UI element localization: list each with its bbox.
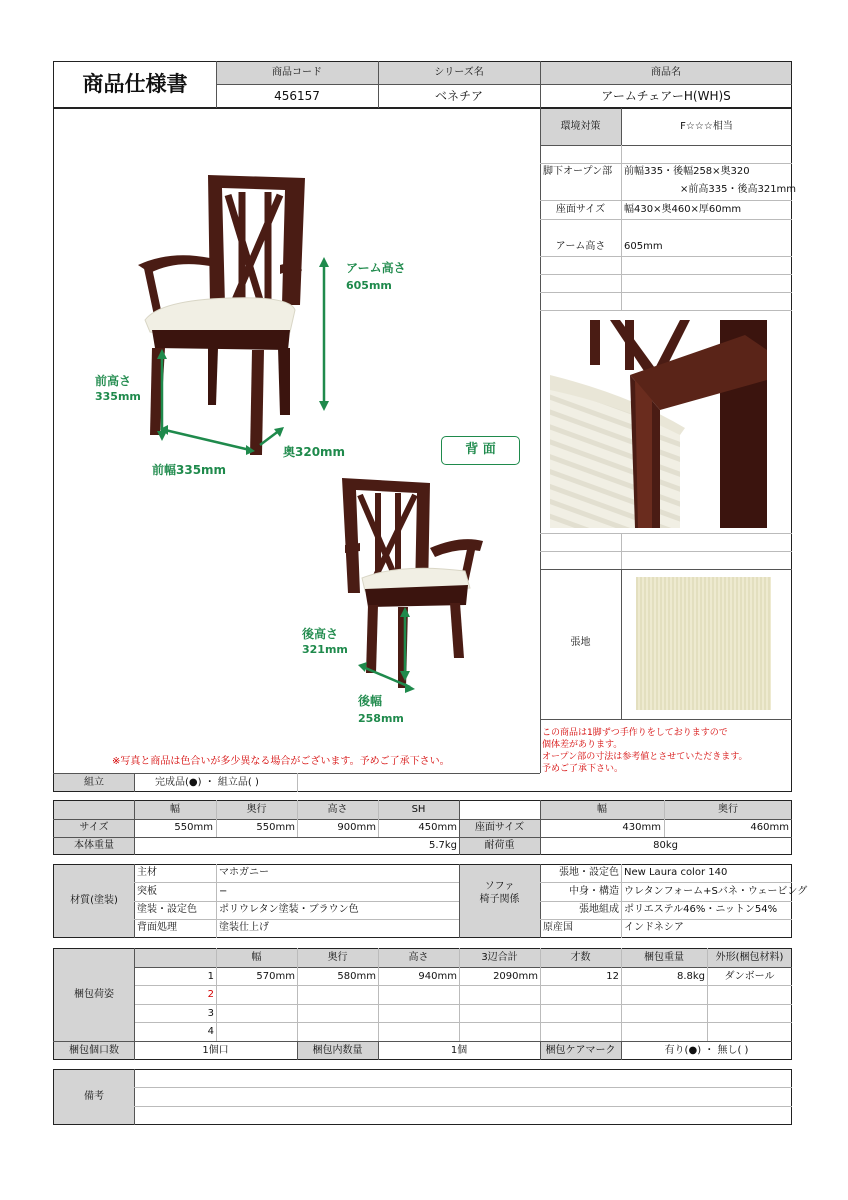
assembly-label: 組立 bbox=[84, 777, 104, 788]
back-height-dim-value: 321mm bbox=[302, 643, 348, 656]
sofa-label-1: ソファ bbox=[484, 881, 515, 892]
sofa-key-3: 張地組成 bbox=[579, 904, 619, 915]
arm-height-dim-value: 605mm bbox=[346, 279, 392, 292]
sofa-key-2: 中身・構造 bbox=[569, 886, 619, 897]
weight-value: 5.7kg bbox=[428, 840, 457, 851]
seat-size-value: 幅430×奥460×厚60mm bbox=[624, 204, 742, 215]
note-line-1: この商品は1脚ずつ手作りをしておりますので bbox=[542, 728, 728, 738]
leg-open-value-1: 前幅335・後幅258×奥320 bbox=[624, 166, 750, 177]
sofa-val-2: ウレタンフォーム+Sバネ・ウェービング bbox=[624, 886, 808, 897]
packing-row-1-sai: 12 bbox=[606, 971, 619, 982]
seat-header-width: 幅 bbox=[597, 804, 607, 815]
fabric-label: 張地 bbox=[570, 637, 591, 648]
back-height-dim-label: 後高さ bbox=[302, 627, 339, 641]
seat-header-depth: 奥行 bbox=[718, 804, 738, 815]
dimension-arrows-front bbox=[150, 255, 340, 465]
size-width: 550mm bbox=[174, 822, 213, 833]
packing-header-weight: 梱包重量 bbox=[644, 952, 684, 963]
product-name-label: 商品名 bbox=[651, 67, 681, 78]
material-key-2: 突板 bbox=[137, 886, 157, 897]
fabric-swatch bbox=[636, 577, 771, 710]
product-code: 456157 bbox=[274, 89, 320, 103]
front-height-dim-label: 前高さ bbox=[95, 374, 132, 388]
packing-header-material: 外形(梱包材料) bbox=[715, 952, 784, 963]
arm-height-value: 605mm bbox=[624, 241, 663, 252]
packing-row-1-no: 1 bbox=[207, 971, 214, 982]
back-view-badge-text: 背 面 bbox=[465, 442, 496, 457]
packing-label: 梱包荷姿 bbox=[74, 989, 114, 1000]
packing-row-2-no: 2 bbox=[207, 989, 214, 1000]
material-val-3: ポリウレタン塗装・ブラウン色 bbox=[219, 904, 359, 915]
material-key-1: 主材 bbox=[137, 867, 157, 878]
size-height: 900mm bbox=[337, 822, 376, 833]
sofa-label-2: 椅子関係 bbox=[479, 894, 520, 905]
size-header-height: 高さ bbox=[327, 804, 348, 815]
sofa-key-1: 張地・設定色 bbox=[559, 867, 619, 878]
assembly-value: 完成品(●) ・ 組立品( ) bbox=[155, 777, 259, 788]
sofa-key-4: 原産国 bbox=[543, 922, 573, 933]
size-header-sh: SH bbox=[411, 804, 426, 815]
remarks-label: 備考 bbox=[84, 1091, 104, 1102]
packing-header-sum: 3辺合計 bbox=[481, 952, 518, 963]
front-width-dim-label: 前幅335mm bbox=[152, 463, 227, 477]
packing-header-height: 高さ bbox=[408, 952, 429, 963]
size-sh: 450mm bbox=[418, 822, 457, 833]
env-value: F☆☆☆相当 bbox=[680, 121, 733, 132]
load-label: 耐荷重 bbox=[484, 840, 515, 851]
leg-open-value-2: ×前高335・後高321mm bbox=[680, 184, 797, 195]
weight-label: 本体重量 bbox=[74, 840, 114, 851]
back-width-dim-label: 後幅 bbox=[358, 694, 383, 708]
packing-row-4-no: 4 bbox=[207, 1026, 214, 1037]
sofa-val-1: New Laura color 140 bbox=[624, 867, 728, 878]
series-label: シリーズ名 bbox=[434, 67, 484, 78]
packing-count-label: 梱包個口数 bbox=[69, 1045, 119, 1056]
product-code-label: 商品コード bbox=[272, 67, 322, 78]
back-width-dim-value: 258mm bbox=[358, 712, 404, 725]
packing-row-1-sum: 2090mm bbox=[493, 971, 538, 982]
packing-row-1-material: ダンボール bbox=[724, 971, 775, 982]
arm-height-label: アーム高さ bbox=[555, 241, 606, 252]
depth-dim-label: 奥320mm bbox=[283, 445, 346, 459]
packing-care-value: 有り(●) ・ 無し( ) bbox=[664, 1045, 749, 1056]
packing-row-3-no: 3 bbox=[207, 1008, 214, 1019]
remarks-table bbox=[53, 1069, 792, 1125]
packing-header-depth: 奥行 bbox=[327, 952, 348, 963]
env-label: 環境対策 bbox=[560, 121, 601, 132]
packing-row-1-height: 940mm bbox=[418, 971, 457, 982]
note-line-4: 予めご了承下さい。 bbox=[542, 764, 624, 774]
packing-count-value: 1個口 bbox=[202, 1045, 229, 1056]
seat-depth: 460mm bbox=[750, 822, 789, 833]
armrest-closeup-photo bbox=[550, 320, 767, 528]
material-key-3: 塗装・設定色 bbox=[137, 904, 197, 915]
series-name: ベネチア bbox=[434, 89, 483, 103]
page-title: 商品仕様書 bbox=[82, 72, 188, 96]
size-depth: 550mm bbox=[256, 822, 295, 833]
product-name: アームチェアーH(WH)S bbox=[601, 89, 731, 103]
material-val-4: 塗装仕上げ bbox=[219, 922, 269, 933]
material-label: 材質(塗装) bbox=[70, 895, 118, 906]
material-val-2: − bbox=[219, 886, 228, 897]
disclaimer: ※写真と商品は色合いが多少異なる場合がございます。予めご了承下さい。 bbox=[112, 756, 450, 767]
arm-height-dim-label: アーム高さ bbox=[346, 261, 406, 275]
packing-row-1-depth: 580mm bbox=[337, 971, 376, 982]
seat-size-label: 座面サイズ bbox=[555, 204, 606, 215]
dimension-arrows-back bbox=[355, 605, 435, 695]
size-header-width: 幅 bbox=[170, 804, 180, 815]
material-val-1: マホガニー bbox=[219, 867, 269, 878]
packing-header-sai: 才数 bbox=[570, 952, 591, 963]
size-header-depth: 奥行 bbox=[246, 804, 267, 815]
note-line-2: 個体差があります。 bbox=[542, 740, 623, 750]
packing-header-width: 幅 bbox=[251, 952, 262, 963]
seat-size-row-label: 座面サイズ bbox=[474, 822, 525, 833]
leg-open-label: 脚下オープン部 bbox=[543, 166, 613, 177]
packing-inner-label: 梱包内数量 bbox=[312, 1045, 363, 1056]
material-key-4: 背面処理 bbox=[137, 922, 177, 933]
packing-row-1-weight: 8.8kg bbox=[676, 971, 705, 982]
note-line-3: オープン部の寸法は参考値とさせていただきます。 bbox=[542, 752, 748, 762]
seat-width: 430mm bbox=[622, 822, 661, 833]
sofa-val-3: ポリエステル46%・ニットン54% bbox=[624, 904, 778, 915]
sofa-val-4: インドネシア bbox=[624, 922, 684, 933]
size-label: サイズ bbox=[79, 822, 109, 833]
front-height-dim-value: 335mm bbox=[95, 390, 141, 403]
packing-care-label: 梱包ケアマーク bbox=[545, 1045, 616, 1056]
packing-inner-value: 1個 bbox=[450, 1045, 468, 1056]
load-value: 80kg bbox=[653, 840, 678, 851]
packing-row-1-width: 570mm bbox=[256, 971, 295, 982]
